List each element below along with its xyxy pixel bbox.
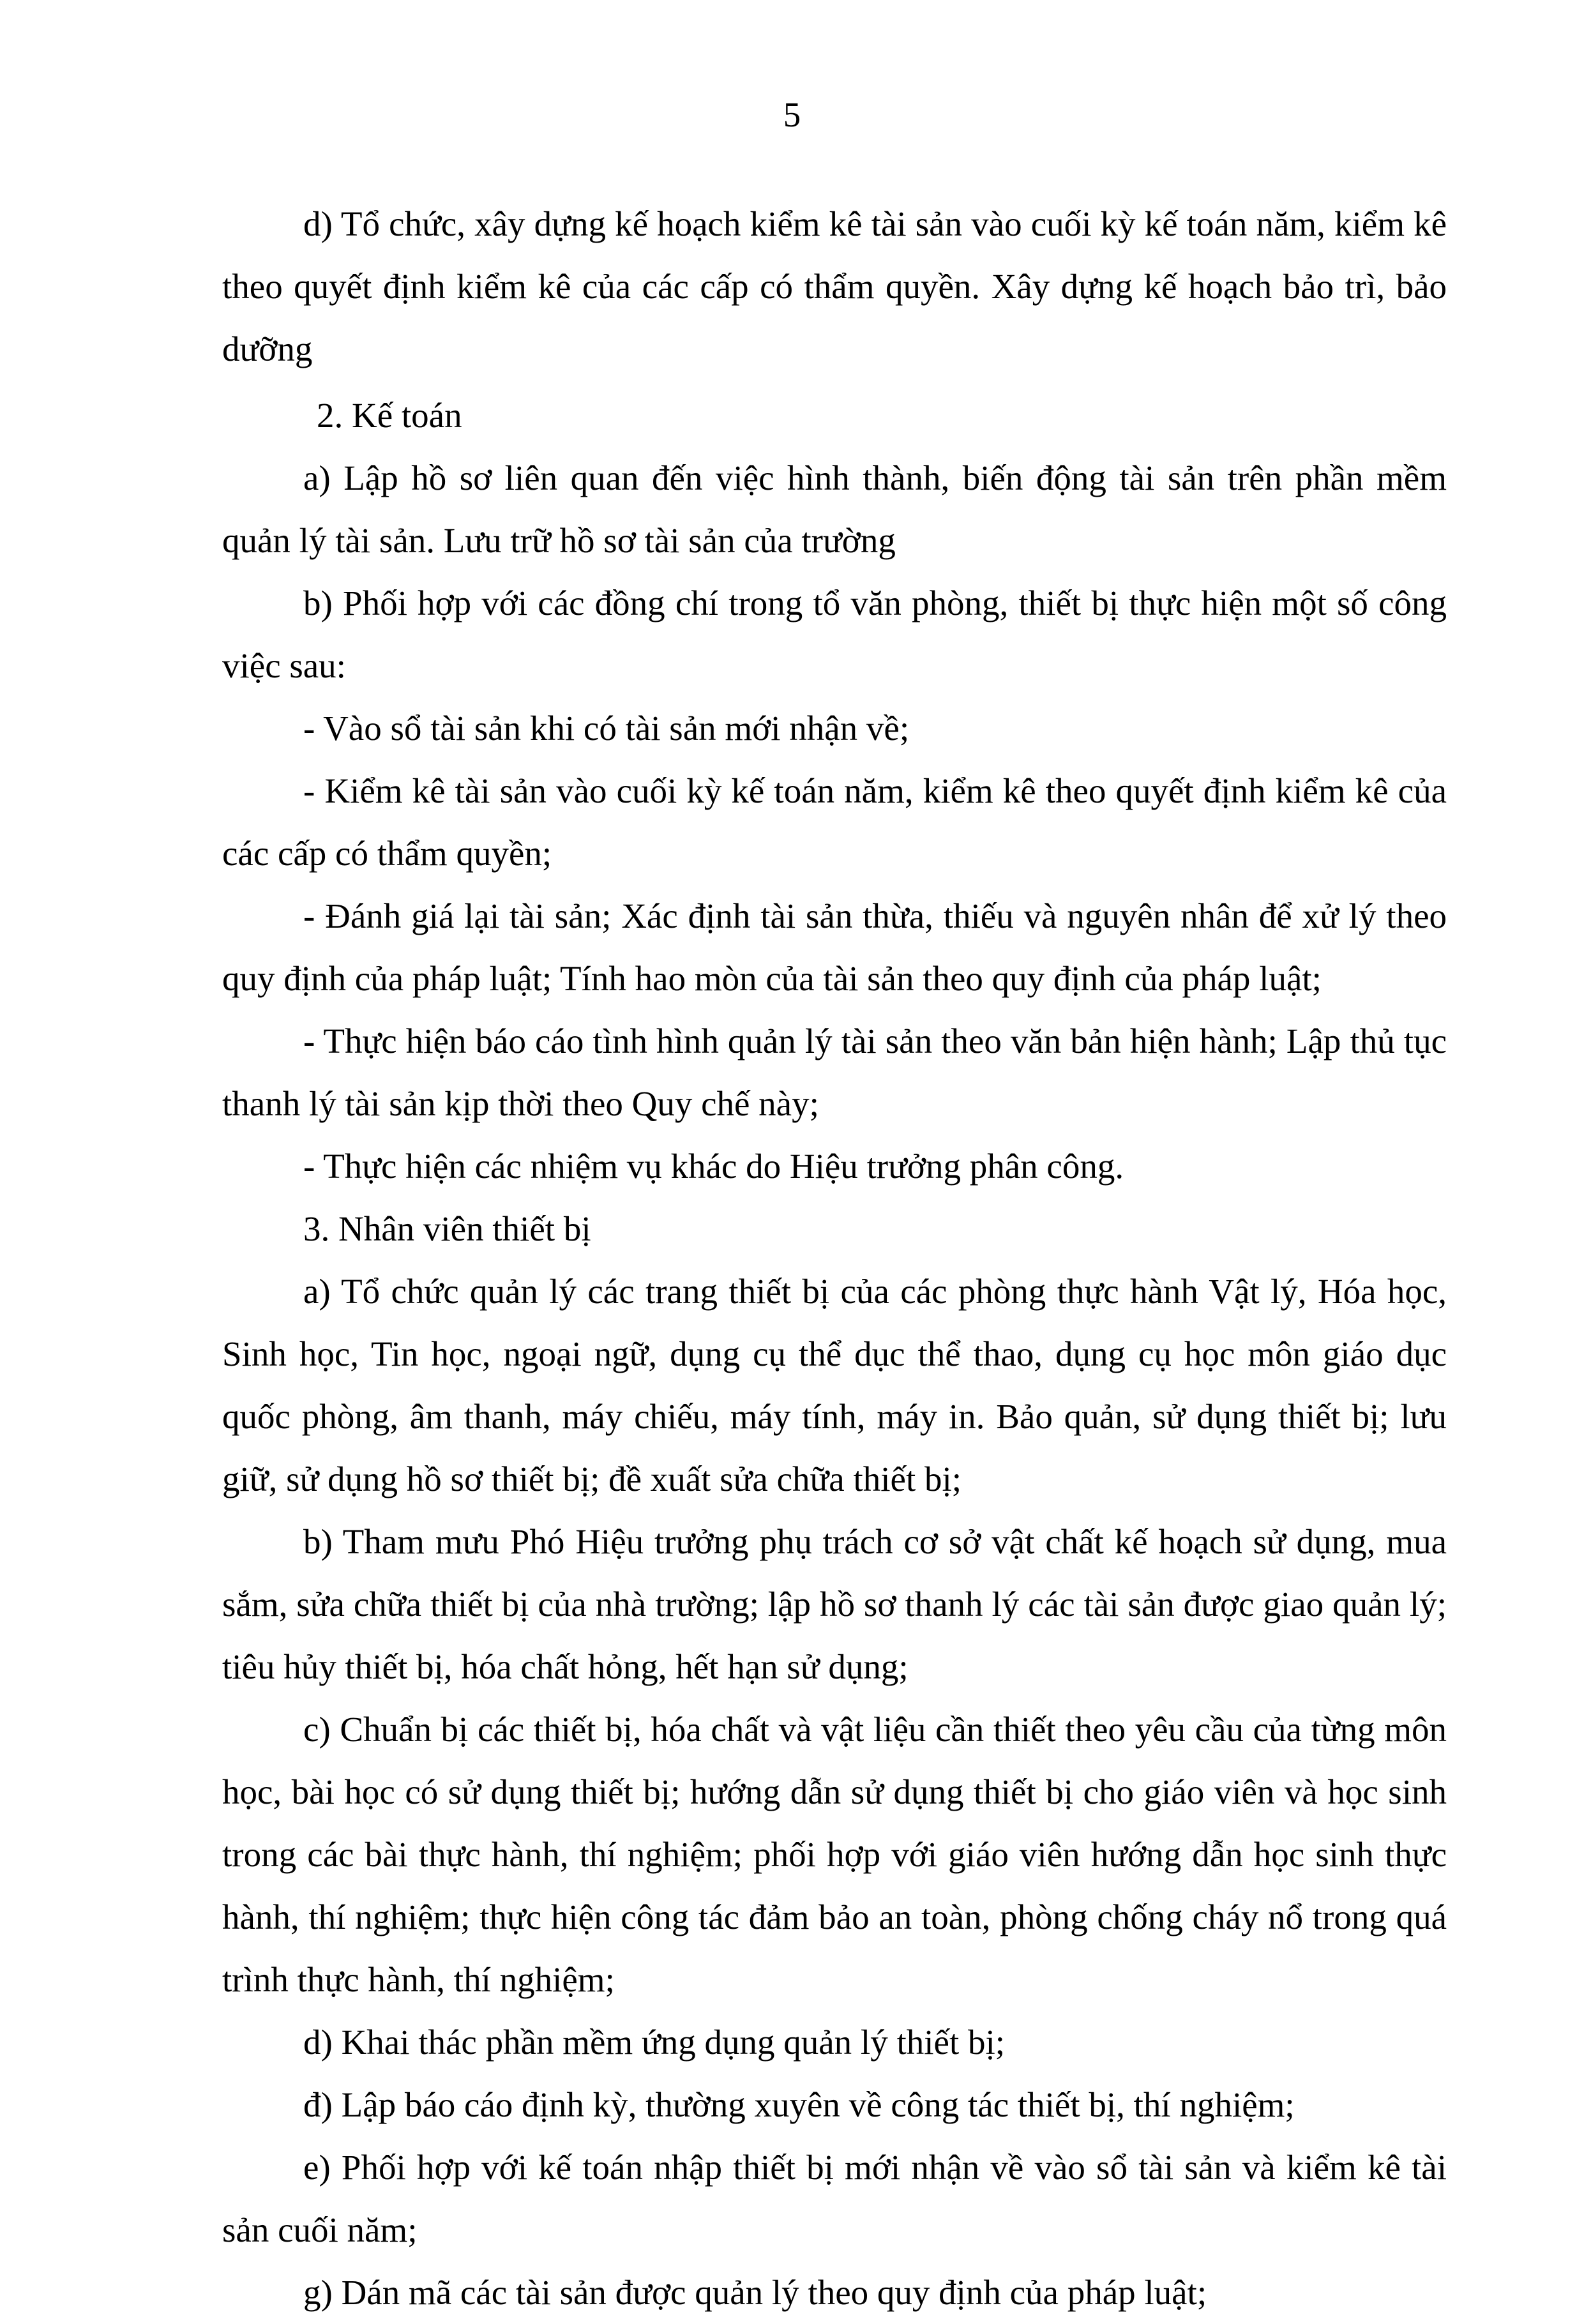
paragraph-3b: b) Tham mưu Phó Hiệu trưởng phụ trách cơ sở vật chất kế hoạch sử dụng, mua sắm, sửa chữa thiết bị của nhà trường; lập hồ sơ thanh lý các tài sản được giao quản lý; tiêu hủy thiết bị, hóa chất hỏng, hết hạn sử dụng; bbox=[222, 1522, 1447, 1686]
paragraph-2b-item-4: - Thực hiện báo cáo tình hình quản lý tài sản theo văn bản hiện hành; Lập thủ tục thanh lý tài sản kịp thời theo Quy chế này; bbox=[222, 1022, 1447, 1123]
paragraph-3dd: đ) Lập báo cáo định kỳ, thường xuyên về công tác thiết bị, thí nghiệm; bbox=[303, 2085, 1295, 2124]
paragraph-3a: a) Tổ chức quản lý các trang thiết bị của các phòng thực hành Vật lý, Hóa học, Sinh học, Tin học, ngoại ngữ, dụng cụ thể dục thể thao, dụng cụ học môn giáo dục quốc phòng, âm thanh, máy chiếu, máy tính, máy in. Bảo quản, sử dụng thiết bị; lưu giữ, sử dụng hồ sơ thiết bị; đề xuất sửa chữa thiết bị; bbox=[222, 1272, 1447, 1498]
paragraph-3e: e) Phối hợp với kế toán nhập thiết bị mới nhận về vào sổ tài sản và kiểm kê tài sản cuối năm; bbox=[222, 2148, 1447, 2249]
paragraph-2b-item-3: - Đánh giá lại tài sản; Xác định tài sản thừa, thiếu và nguyên nhân để xử lý theo quy định của pháp luật; Tính hao mòn của tài sản theo quy định của pháp luật; bbox=[222, 896, 1447, 998]
paragraph-2a: a) Lập hồ sơ liên quan đến việc hình thành, biến động tài sản trên phần mềm quản lý tài sản. Lưu trữ hồ sơ tài sản của trường bbox=[222, 458, 1447, 560]
section-heading-equipment-staff: 3. Nhân viên thiết bị bbox=[303, 1209, 591, 1248]
paragraph-2b-item-2: - Kiểm kê tài sản vào cuối kỳ kế toán năm, kiểm kê theo quyết định kiểm kê của các cấp có thẩm quyền; bbox=[222, 771, 1447, 873]
paragraph-1d-asset-inventory-plan: d) Tổ chức, xây dựng kế hoạch kiểm kê tài sản vào cuối kỳ kế toán năm, kiểm kê theo quyết định kiểm kê của các cấp có thẩm quyền. Xây dựng kế hoạch bảo trì, bảo dưỡng bbox=[222, 204, 1447, 368]
paragraph-3d: d) Khai thác phần mềm ứng dụng quản lý thiết bị; bbox=[303, 2023, 1006, 2062]
paragraph-2b-item-5: - Thực hiện các nhiệm vụ khác do Hiệu trưởng phân công. bbox=[303, 1147, 1124, 1186]
page-number: 5 bbox=[783, 95, 801, 134]
paragraph-2b: b) Phối hợp với các đồng chí trong tổ văn phòng, thiết bị thực hiện một số công việc sau: bbox=[222, 584, 1447, 685]
paragraph-3c: c) Chuẩn bị các thiết bị, hóa chất và vật liệu cần thiết theo yêu cầu của từng môn học, bài học có sử dụng thiết bị; hướng dẫn sử dụng thiết bị cho giáo viên và học sinh trong các bài thực hành, thí nghiệm; phối hợp với giáo viên hướng dẫn học sinh thực hành, thí nghiệm; thực hiện công tác đảm bảo an toàn, phòng chống cháy nổ trong quá trình thực hành, thí nghiệm; bbox=[222, 1710, 1447, 1999]
section-heading-accountant: 2. Kế toán bbox=[317, 396, 462, 435]
paragraph-3g: g) Dán mã các tài sản được quản lý theo quy định của pháp luật; bbox=[303, 2273, 1207, 2312]
paragraph-2b-item-1: - Vào sổ tài sản khi có tài sản mới nhận về; bbox=[303, 709, 910, 748]
document-body bbox=[222, 193, 1447, 2324]
